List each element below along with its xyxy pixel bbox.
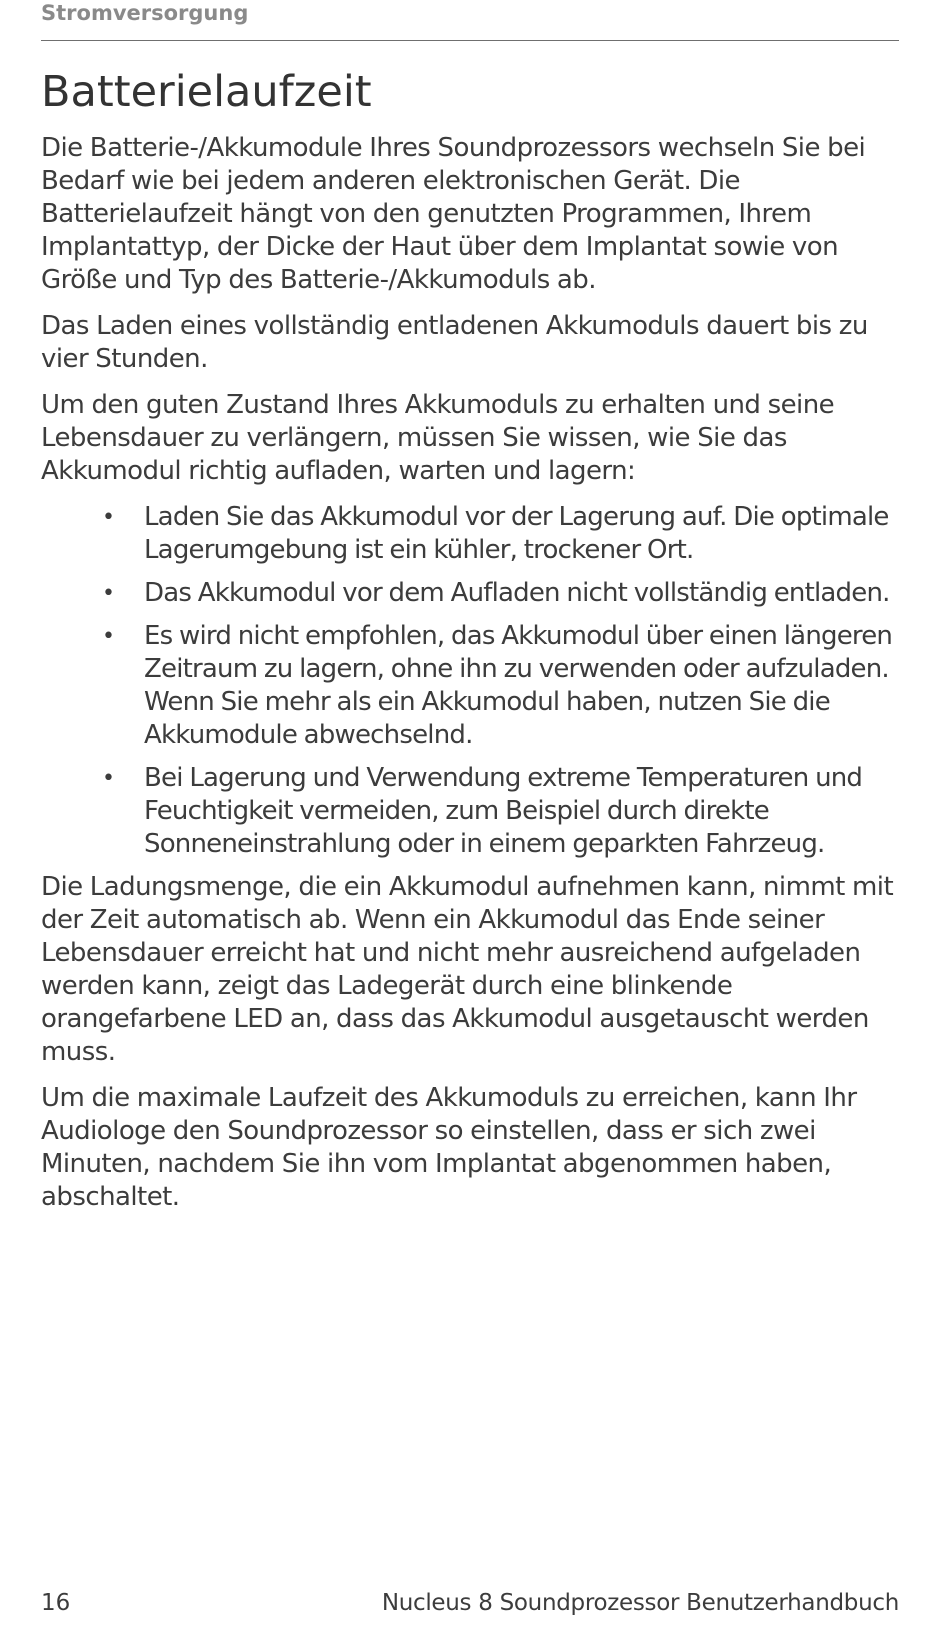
section-running-head: Stromversorgung <box>41 1 249 25</box>
list-item-text: Bei Lagerung und Verwendung extreme Temperaturen und Feuchtigkeit vermeiden, zum Beispiel durch direkte Sonneneinstrahlung oder in einem geparkten Fahrzeug. <box>144 763 863 859</box>
list-item-text: Es wird nicht empfohlen, das Akkumodul über einen längeren Zeitraum zu lagern, ohne ihn zu verwenden oder aufzuladen. Wenn Sie mehr als ein Akkumodul haben, nutzen Sie die Akkumodule abwechselnd. <box>144 621 893 750</box>
manual-page <box>41 0 899 1632</box>
paragraph-charging-duration: Das Laden eines vollständig entladenen Akkumoduls dauert bis zu vier Stunden. <box>41 311 868 374</box>
bullet-icon: • <box>102 581 115 606</box>
care-bullet-list <box>41 501 899 861</box>
body-text <box>41 132 899 1227</box>
list-item <box>41 762 899 861</box>
manual-title: Nucleus 8 Soundprozessor Benutzerhandbuch <box>381 1590 899 1616</box>
list-item <box>41 501 899 567</box>
paragraph-capacity-loss: Die Ladungsmenge, die ein Akkumodul aufnehmen kann, nimmt mit der Zeit automatisch ab. Wenn ein Akkumodul das Ende seiner Lebensdauer erreicht hat und nicht mehr ausreichend aufgeladen werden kann, zeigt das Ladegerät durch eine blinkende orangefarbene LED an, dass das Akkumodul ausgetauscht werden muss. <box>41 872 894 1067</box>
page-title: Batterielaufzeit <box>41 67 372 117</box>
paragraph-battery-change: Die Batterie-/Akkumodule Ihres Soundprozessors wechseln Sie bei Bedarf wie bei jedem anderen elektronischen Gerät. Die Batterielaufzeit hängt von den genutzten Programmen, Ihrem Implantattyp, der Dicke der Haut über dem Implantat sowie von Größe und Typ des Batterie-/Akkumoduls ab. <box>41 133 866 295</box>
list-item <box>41 620 899 752</box>
paragraph-auto-shutoff: Um die maximale Laufzeit des Akkumoduls zu erreichen, kann Ihr Audiologe den Soundprozessor so einstellen, dass er sich zwei Minuten, nachdem Sie ihn vom Implantat abgenommen haben, abschaltet. <box>41 1083 857 1212</box>
bullet-icon: • <box>102 766 115 791</box>
list-item <box>41 577 899 610</box>
bullet-icon: • <box>102 624 115 649</box>
list-item-text: Das Akkumodul vor dem Aufladen nicht vollständig entladen. <box>144 578 890 608</box>
page-number: 16 <box>41 1590 71 1616</box>
paragraph-care-intro: Um den guten Zustand Ihres Akkumoduls zu erhalten und seine Lebensdauer zu verlängern, müssen Sie wissen, wie Sie das Akkumodul richtig aufladen, warten und lagern: <box>41 390 835 486</box>
page-footer <box>41 1588 899 1618</box>
bullet-icon: • <box>102 505 115 530</box>
list-item-text: Laden Sie das Akkumodul vor der Lagerung auf. Die optimale Lagerumgebung ist ein kühler, trockener Ort. <box>144 502 889 565</box>
header-divider <box>41 40 899 41</box>
